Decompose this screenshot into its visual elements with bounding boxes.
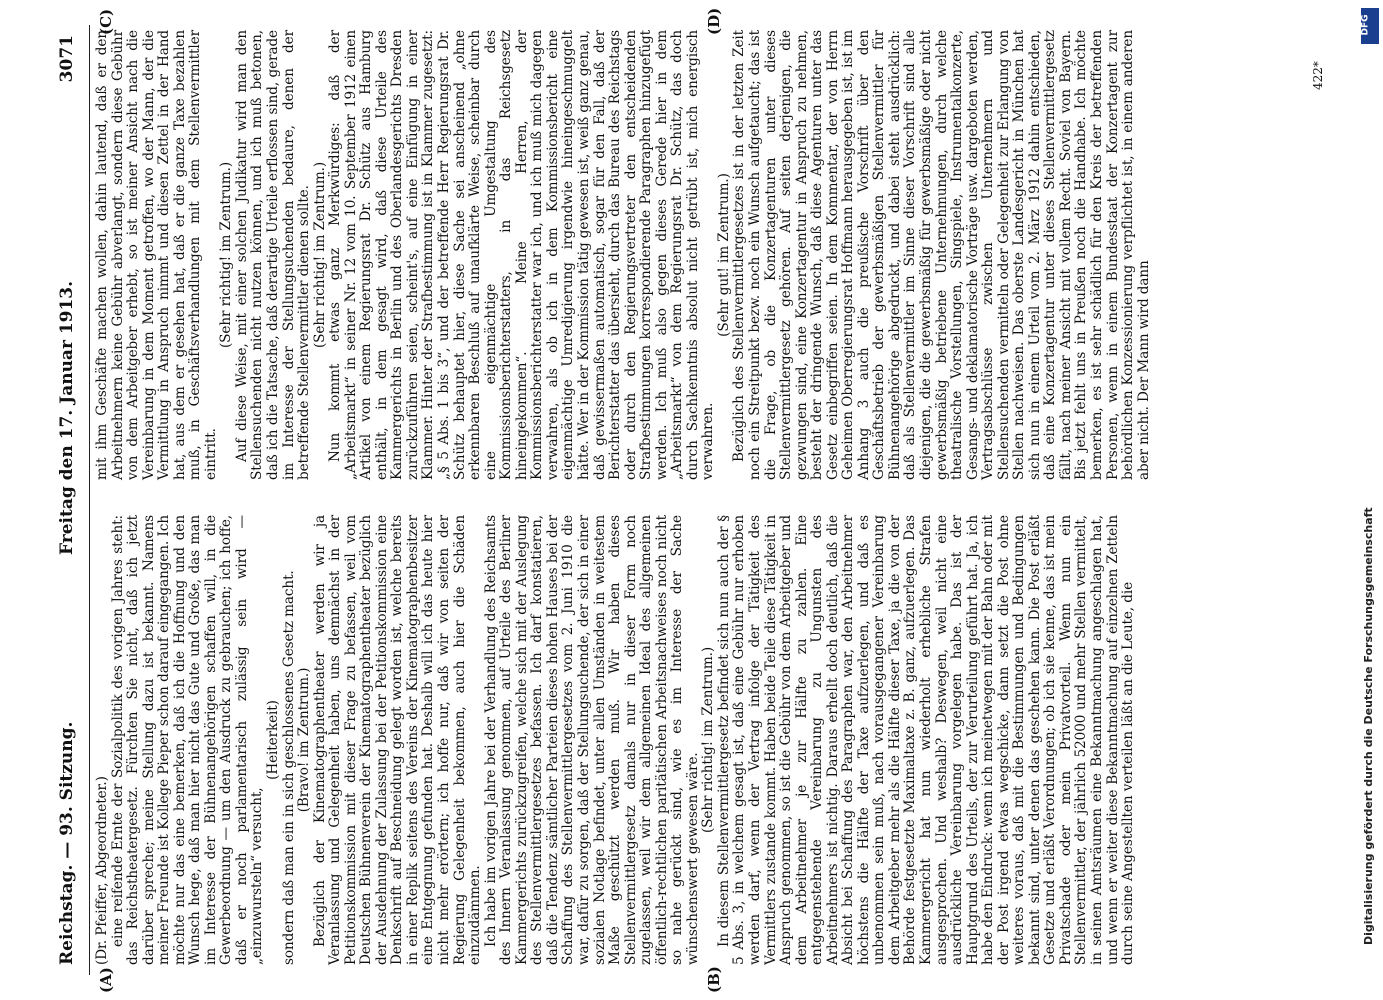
paragraph: Bezüglich der Kinematographentheater werden wir ja Veranlassung und Gelegenheit haben, uns demnächst in der Petitionskommission mit dieser Frage zu befassen, weil vom Deutschen Bühnenverein der Kinematographentheater bezüglich der Ausdehnung der Zulassung bei der Petitionskommission eine Denkschrift auf Beschneidung gelegt worden ist, welche bereits in einer Replik seitens des Vereins der Kinematographenbesitzer eine Entgegnung gefunden hat. Deshalb will ich das heute hier nicht mehr erörtern; ich hoffe nur, daß wir von seiten der Regierung Gelegenheit bekommen, auch hier die Schäden einzudämmen.	[311, 515, 484, 965]
running-header	[55, 25, 85, 975]
interjection: (Sehr richtig! im Zentrum.)	[311, 161, 328, 349]
paragraph: Bezüglich des Stellenvermittlergesetzes ist in der letzten Zeit noch ein Streitpunkt bezw. noch ein Wunsch aufgetaucht; das ist die Frage, ob die Konzertagenturen unter dieses Stellenvermittlergesetz gehören. Auf seiten derjenigen, die gezwungen sind, eine Konzertagentur in Anspruch zu nehmen, besteht der dringende Wunsch, daß diese Agenturen unter das Gesetz einbegriffen seien. In dem Kommentar, der von Herrn Geheimen Oberregierungsrat Hoffmann herausgegeben ist, ist im Anhang 3 auch die preußische Vorschrift über den Geschäftsbetrieb der gewerbsmäßigen Stellenvermittler für Bühnenangehörige abgedruckt, und dabei steht ausdrücklich: daß als Stellenvermittler im Sinne dieser Vorschrift sind alle diejenigen, die die gewerbsmäßig für gewerbsmäßige oder nicht gewerbsmäßig betriebene Unternehmungen, durch welche theatralische Vorstellungen, Singspiele, Instrumentalkonzerte, Gesangs- und deklamatorische Vorträge usw. dargeboten werden, Vertragsabschlüsse zwischen Unternehmern und Stellensuchenden vermitteln oder Gelegenheit zur Erlangung von Stellen nachweisen. Das oberste Landesgericht in München hat sich nun in einem Urteil vom 2. März 1912 dahin entschieden, daß eine Konzertagentur unter dieses Stellenvermittlergesetz fällt, nach meiner Ansicht mit vollem Recht. Soviel von Bayern. Bis jetzt fehlt uns in Preußen noch die Handhabe. Ich möchte bemerken, es ist sehr schädlich für den Kreis der betreffenden Personen, wenn in einem Bundesstaat der Konzertagent zur behördlichen Konzessionierung verpflichtet ist, in einem anderen aber nicht. Der Mann wird dann	[731, 30, 1152, 480]
interjection: (Bravo! im Zentrum.)	[296, 667, 313, 813]
paragraph: mit ihm Geschäfte machen wollen, dahin lautend, daß er den Arbeitnehmern keine Gebühr abverlangt, sondern diese Gebühr von dem Arbeitgeber erhebt, so ist meiner Ansicht nach die Vereinbarung in dem Moment getroffen, wo der Mann, der die Vermittlung in Anspruch nimmt und diesen Zettel in der Hand hat, aus dem er gesehen hat, daß er die ganze Taxe bezahlen muß, in Geschäftsverhandlungen mit dem Stellenvermittler eintritt.	[94, 30, 219, 480]
paragraph: eine reifende Ernte der Sozialpolitik des vorigen Jahres steht: das Reichstheatergesetz. Fürchten Sie nicht, daß ich jetzt darüber spreche; meine Stellung dazu ist bekannt. Namens meiner Freunde ist Kollege Pieper schon darauf eingegangen. Ich möchte nur das eine bemerken, daß ich die Hoffnung und den Wunsch hege, daß man hier nicht das Gute und Große, das man im Interesse der Bühnenangehörigen schaffen will, in die Gewerbeordnung — um den Ausdruck zu gebrauchen; ich hoffe, daß er noch parlamentarisch zulässig sein wird — „einzuwursteln“ versucht,	[109, 515, 266, 965]
paragraph: Nun kommt etwas ganz Merkwürdiges: daß der „Arbeitsmarkt“ in seiner Nr. 12 vom 10. September 1912 einen Artikel von einem Regierungsrat Dr. Schütz aus Hamburg enthält, in dem gesagt wird, daß diese Urteile des Kammergerichts in Berlin und des Oberlandesgerichts Dresden zurückzuführen seien, scheint's, auf eine Einfügung in einer Klammer. Hinter der Strafbestimmung ist in Klammer zugesetzt: „§ 5 Abs. 1 bis 3“, und der betreffende Herr Regierungsrat Dr. Schütz behauptet hier, diese Sache sei anscheinend „ohne erkennbaren Beschluß auf unaufklärte Weise, scheinbar durch eine eigenmächtige Umgestaltung des Kommissionsberichterstatters, in das Reichsgesetz hineingekommen“. Meine Herren, der Kommissionsberichterstatter war ich, und ich muß mich dagegen verwahren, als ob ich in dem Kommissionsbericht eine eigenmächtige Umredigierung irgendwie hineingeschmuggelt hätte. Wer in der Kommission tätig gewesen ist, weiß ganz genau, daß gewissermaßen automatisch, sogar für den Fall, daß der Berichterstatter das übersieht, durch das Bureau des Reichstags oder durch den Regierungsvertreter den entscheidenden Strafbestimmungen korrespondierende Paragraphen hinzugefügt werden. Ich muß also gegen dieses Gerede hier in dem „Arbeitsmarkt“ von dem Regierungsrat Dr. Schütz, das doch durch Sachkenntnis absolut nicht getrübt ist, mich energisch verwahren.	[327, 30, 717, 480]
interjection: (Heiterkeit)	[265, 700, 282, 780]
header-session: Reichstag. — 93. Sitzung.	[57, 721, 77, 965]
paragraph: Ich habe im vorigen Jahre bei der Verhandlung des Reichsamts des Innern Veranlassung genommen, auf Urteile des Berliner Kammergerichts zurückzugreifen, welche sich mit der Auslegung des Stellenvermittlergesetzes befassen. Ich darf konstatieren, daß die Tendenz sämtlicher Parteien dieses hohen Hauses bei der Schaffung des Stellenvermittlergesetzes vom 2. Juni 1910 die war, dafür zu sorgen, daß der Stellungsuchende, der sich in einer sozialen Notlage befindet, unter allen Umständen in weitestem Maße geschützt werden muß. Wir haben dieses Stellenvermittlergesetz damals nur in dieser Form noch zugelassen, weil wir dem allgemeinen Ideal des allgemeinen öffentlich-rechtlichen paritätischen Arbeitsnachweises noch nicht so nahe gerückt sind, wie es im Interesse der Sache wünschenswert gewesen wäre.	[482, 515, 701, 965]
dfg-logo: DFG	[1361, 8, 1379, 44]
margin-mark-a: (A)	[97, 967, 115, 993]
digitization-credit	[1362, 15, 1378, 945]
header-date: Freitag den 17. Januar 1913.	[57, 280, 77, 555]
margin-mark-b: (B)	[705, 966, 723, 993]
rotated-page-content	[55, 5, 1345, 995]
interjection: (Sehr richtig! im Zentrum.)	[218, 161, 235, 349]
margin-mark-d: (D)	[705, 7, 723, 35]
credit-text: Digitalisierung gefördert durch die Deutsche Forschungsgemeinschaft	[1362, 507, 1375, 945]
left-column	[95, 515, 1137, 965]
right-column	[95, 30, 1152, 480]
speaker-attribution: (Dr. Pfeiffer, Abgeordneter.)	[94, 776, 110, 965]
header-rule	[89, 25, 90, 975]
margin-mark-c: (C)	[97, 8, 115, 35]
signature-mark: 422*	[1311, 61, 1325, 90]
page-number: 3071	[57, 35, 77, 83]
paragraph: sondern daß man ein in sich geschlossenes Gesetz macht.	[280, 570, 297, 965]
interjection: (Sehr richtig! im Zentrum.)	[700, 646, 717, 834]
paragraph: Auf diese Weise, mit einer solchen Judikatur wird man den Stellensuchenden nicht nutzen können, und ich muß betonen, daß ich die Tatsache, daß derartige Urteile erflossen sind, gerade im Interesse der Stellungsuchenden bedaure, denen der betreffende Stellenvermittler dienen sollte.	[233, 30, 313, 480]
interjection: (Sehr gut! im Zentrum.)	[715, 173, 732, 337]
paragraph: In diesem Stellenvermittlergesetz befindet sich nun auch der § 5 Abs. 3, in welchem gesagt ist, daß eine Gebühr nur erhoben werden darf, wenn der Vertrag infolge der Tätigkeit des Vermittlers zustande kommt. Haben beide Teile diese Tätigkeit in Anspruch genommen, so ist die Gebühr von dem Arbeitgeber und dem Arbeitnehmer je zur Hälfte zu zahlen. Eine entgegenstehende Vereinbarung zu Ungunsten des Arbeitnehmers ist nichtig. Daraus erhellt doch deutlich, daß die Absicht bei Schaffung des Paragraphen war, den Arbeitnehmer höchstens die Hälfte der Taxe aufzuerlegen, und daß es unbenommen sein muß, nach vorausgegangener Vereinbarung dem Arbeitgeber mehr als die Hälfte dieser Taxe, ja die von der Behörde festgesetzte Maximaltaxe z. B. ganz, aufzuerlegen. Das Kammergericht hat nun wiederholt erhebliche Strafen ausgesprochen. Und weshalb? Deswegen, weil nicht eine ausdrückliche Vereinbarung vorgelegen habe. Das ist der Hauptgrund des Urteils, der zur Verurteilung geführt hat. Ja, ich habe den Eindruck: wenn ich meinetwegen mit der Bahn oder mit der Post irgend etwas wegschicke, dann setzt die Post ohne weiteres voraus, daß mit die Bestimmungen und Bedingungen bekannt sind, unter denen das geschehen kann. Die Post erläßt Gesetze und erläßt Verordnungen; ob ich sie kenne, das ist mein Privatschade oder mein Privatvorteil. Wenn nun ein Stellenvermittler, der jährlich 52000 und mehr Stellen vermittelt, in seinen Amtsräumen eine Bekanntmachung angeschlagen hat, und wenn er weiter diese Bekanntmachung auf einzelnen Zetteln durch seine Angestellten verteilen läßt an die Leute, die	[715, 515, 1137, 965]
